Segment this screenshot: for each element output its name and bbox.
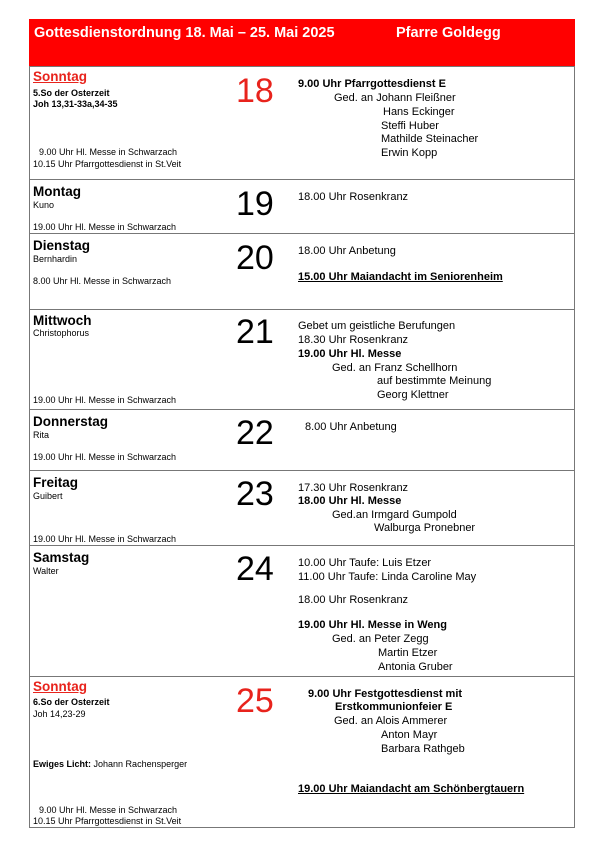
event: Antonia Gruber — [378, 661, 453, 673]
event: Walburga Pronebner — [374, 522, 476, 534]
day-name: Dienstag — [33, 238, 91, 253]
event: Ged.an Irmgard Gumpold — [332, 509, 457, 521]
event: 18.00 Uhr Anbetung — [298, 245, 396, 257]
event: Anton Mayr — [381, 729, 438, 741]
day-number: 24 — [236, 550, 274, 588]
saint-name: Kuno — [33, 200, 55, 210]
liturgical-day: 6.So der Osterzeit — [33, 697, 110, 707]
mass-info: 19.00 Uhr Hl. Messe in Schwarzach — [33, 395, 177, 405]
event: 15.00 Uhr Maiandacht im Seniorenheim — [298, 271, 503, 283]
event: 9.00 Uhr Pfarrgottesdienst E — [298, 78, 446, 90]
event: Gebet um geistliche Berufungen — [298, 320, 456, 332]
day-row-22 — [30, 409, 574, 470]
saint-name: Walter — [33, 566, 59, 576]
day-row-24 — [30, 545, 574, 676]
day-number: 18 — [236, 72, 274, 110]
event: 18.30 Uhr Rosenkranz — [298, 334, 409, 346]
event: Ged. an Johann Fleißner — [334, 92, 456, 104]
saint-name: Bernhardin — [33, 254, 78, 264]
parish-name: Pfarre Goldegg — [396, 25, 501, 41]
event: Steffi Huber — [381, 120, 439, 132]
day-name: Samstag — [33, 550, 90, 565]
liturgical-day: 5.So der Osterzeit — [33, 88, 110, 98]
header-banner — [29, 19, 575, 66]
day-row-18 — [30, 66, 574, 179]
event: 19.00 Uhr Hl. Messe — [298, 348, 402, 360]
schedule-table — [29, 66, 575, 828]
scripture-ref: Joh 14,23-29 — [33, 709, 86, 719]
scripture-ref: Joh 13,31-33a,34-35 — [33, 99, 118, 109]
saint-name: Rita — [33, 430, 50, 440]
page-title: Gottesdienstordnung 18. Mai – 25. Mai 2025 — [34, 25, 335, 41]
day-name: Sonntag — [33, 69, 87, 84]
day-name: Sonntag — [33, 679, 87, 694]
mass-info: 10.15 Uhr Pfarrgottesdienst in St.Veit — [33, 159, 182, 169]
event: Erstkommunionfeier E — [335, 701, 453, 713]
event: Mathilde Steinacher — [381, 133, 479, 145]
eternal-light-label: Ewiges Licht: — [33, 759, 92, 769]
day-row-19 — [30, 179, 574, 233]
event: Ged. an Franz Schellhorn — [332, 362, 458, 374]
day-name: Donnerstag — [33, 414, 109, 429]
eternal-light — [33, 759, 187, 769]
day-row-21 — [30, 309, 574, 409]
day-row-25 — [30, 676, 574, 828]
day-row-23 — [30, 470, 574, 545]
day-number: 19 — [236, 185, 274, 223]
day-name: Freitag — [33, 475, 79, 490]
mass-info: 8.00 Uhr Hl. Messe in Schwarzach — [33, 276, 172, 286]
event: 18.00 Uhr Hl. Messe — [298, 495, 402, 507]
event: Hans Eckinger — [383, 106, 455, 118]
day-number: 20 — [236, 239, 274, 277]
event: 9.00 Uhr Festgottesdienst mit — [308, 688, 463, 700]
event: auf bestimmte Meinung — [377, 375, 492, 387]
event: 18.00 Uhr Rosenkranz — [298, 594, 409, 606]
event: 10.00 Uhr Taufe: Luis Etzer — [298, 557, 432, 569]
mass-info: 10.15 Uhr Pfarrgottesdienst in St.Veit — [33, 816, 182, 826]
day-name: Mittwoch — [33, 313, 92, 328]
event: Ged. an Alois Ammerer — [334, 715, 448, 727]
event: 17.30 Uhr Rosenkranz — [298, 482, 409, 494]
day-number: 21 — [236, 313, 274, 351]
event: Martin Etzer — [378, 647, 438, 659]
saint-name: Guibert — [33, 491, 63, 501]
event: 19.00 Uhr Hl. Messe in Weng — [298, 619, 447, 631]
day-name: Montag — [33, 184, 81, 199]
event: 8.00 Uhr Anbetung — [305, 421, 397, 433]
mass-info: 9.00 Uhr Hl. Messe in Schwarzach — [39, 147, 178, 157]
event: 18.00 Uhr Rosenkranz — [298, 191, 409, 203]
mass-info: 19.00 Uhr Hl. Messe in Schwarzach — [33, 222, 177, 232]
day-row-20 — [30, 233, 574, 309]
event: Georg Klettner — [377, 389, 449, 401]
mass-info: 19.00 Uhr Hl. Messe in Schwarzach — [33, 452, 177, 462]
event: Barbara Rathgeb — [381, 743, 465, 755]
day-number: 25 — [236, 682, 274, 720]
day-number: 23 — [236, 475, 274, 513]
event: Erwin Kopp — [381, 147, 438, 159]
mass-info: 19.00 Uhr Hl. Messe in Schwarzach — [33, 534, 177, 544]
mass-info: 9.00 Uhr Hl. Messe in Schwarzach — [39, 805, 178, 815]
saint-name: Christophorus — [33, 328, 90, 338]
day-number: 22 — [236, 414, 274, 452]
event: 11.00 Uhr Taufe: Linda Caroline May — [298, 571, 477, 583]
eternal-light-name: Johann Rachensperger — [93, 759, 188, 769]
event: Ged. an Peter Zegg — [332, 633, 429, 645]
event: 19.00 Uhr Maiandacht am Schönbergtauern — [298, 783, 525, 795]
